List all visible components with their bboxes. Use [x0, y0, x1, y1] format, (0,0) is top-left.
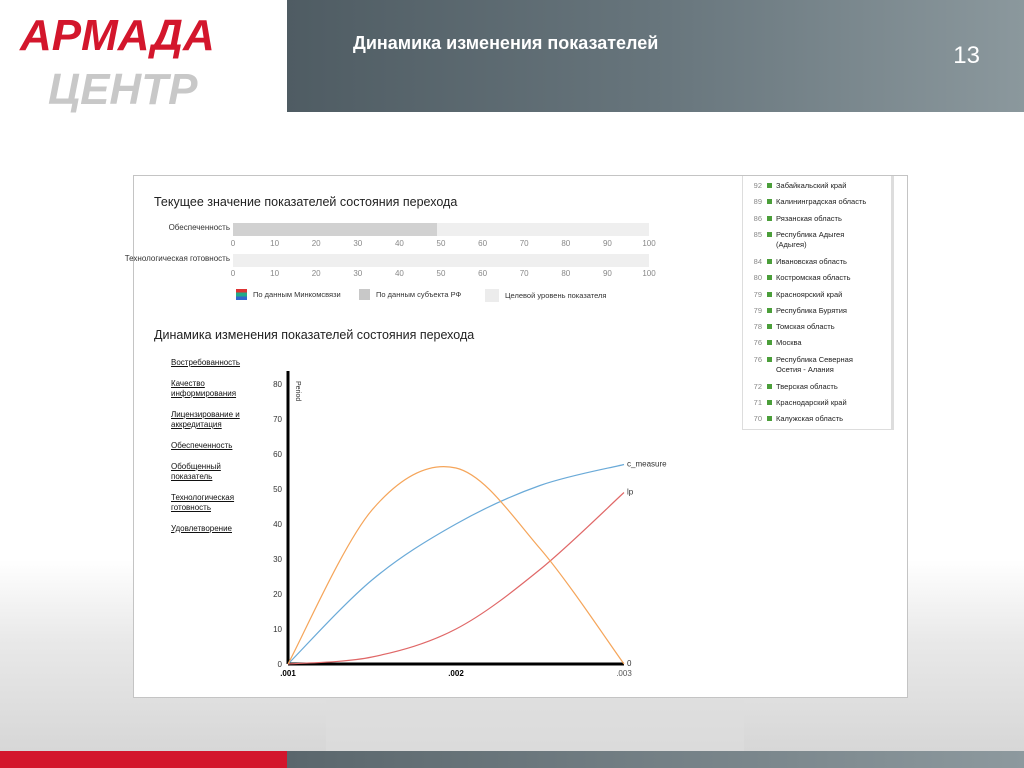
ranking-marker: [767, 400, 772, 405]
bar-tick-label: 100: [642, 239, 656, 248]
x-tick-label: .002: [448, 669, 464, 678]
bar-tick-label: 40: [394, 269, 404, 278]
ranking-marker: [767, 259, 772, 264]
bar-tick-label: 0: [230, 269, 236, 278]
ranking-score: 86: [753, 213, 762, 223]
legend-item: [236, 289, 341, 300]
ranking-item[interactable]: [743, 181, 883, 192]
bar-tick-label: 100: [642, 269, 656, 278]
footer-band-grey: [287, 751, 1024, 768]
bar-tick-label: 70: [519, 239, 529, 248]
bar-tick-label: 40: [394, 239, 404, 248]
ranking-score: 80: [753, 273, 762, 283]
ranking-marker: [767, 216, 772, 221]
ranking-marker: [767, 232, 772, 237]
ranking-score: 84: [753, 256, 762, 266]
ranking-score: 79: [753, 305, 762, 315]
dynamics-section-title: Динамика изменения показателей состояния перехода: [154, 328, 475, 342]
ranking-marker: [767, 357, 772, 362]
ranking-region: Тверская область: [776, 381, 838, 391]
bar-tick-label: 90: [602, 239, 612, 248]
ranking-score: 89: [753, 197, 762, 207]
ranking-item[interactable]: [743, 257, 883, 268]
bar-tick-label: 70: [519, 269, 529, 278]
ranking-score: 71: [753, 398, 762, 407]
ranking-region: Рязанская область: [776, 213, 842, 223]
metric-link-licensing[interactable]: Лицензирование и аккредитация: [171, 410, 240, 429]
ranking-region: Костромская область: [776, 273, 851, 283]
ranking-region: Красноярский край: [776, 289, 843, 299]
bar-tick-label: 0: [230, 239, 236, 248]
logo: [0, 0, 287, 112]
metric-link-tech-readiness[interactable]: Технологическая готовность: [171, 493, 235, 512]
legend-label: По данным субъекта РФ: [376, 290, 462, 299]
logo-line2: ЦЕНТР: [48, 65, 198, 114]
ranking-item[interactable]: [743, 322, 883, 333]
series-label: lp: [627, 487, 634, 497]
ranking-item[interactable]: [743, 197, 883, 208]
x-tick-label: .003: [616, 669, 632, 678]
bar-tick-label: 60: [478, 269, 488, 278]
bar-label: Обеспеченность: [168, 223, 230, 232]
ranking-item[interactable]: [743, 338, 883, 349]
ranking-list: [742, 176, 894, 430]
ranking-score: 78: [753, 322, 762, 332]
bar-tick-label: 20: [311, 269, 321, 278]
dashboard-screenshot: [124, 175, 908, 698]
footer-band-red: [0, 751, 287, 768]
bar-tick-label: 80: [561, 239, 571, 248]
ranking-region: Республика Северная Осетия - Алания: [776, 354, 853, 375]
ranking-marker: [767, 275, 772, 280]
y-tick-label: 30: [273, 555, 282, 564]
ranking-score: 79: [753, 289, 762, 299]
ranking-item[interactable]: [743, 382, 883, 393]
ranking-region: Томская область: [776, 322, 835, 332]
legend-label: Целевой уровень показателя: [505, 291, 607, 300]
ranking-marker: [767, 324, 772, 329]
ranking-item[interactable]: [743, 355, 883, 376]
bar-track: [233, 223, 649, 236]
ranking-score: 92: [753, 181, 762, 190]
page-title: Динамика изменения показателей: [353, 33, 659, 53]
ranking-score: 70: [753, 414, 762, 424]
legend-swatch: [485, 289, 499, 302]
ranking-region: Москва: [776, 338, 802, 348]
metric-link-summary[interactable]: Обобщенный показатель: [171, 462, 221, 481]
current-section-title: Текущее значение показателей состояния перехода: [154, 195, 458, 209]
series-line: [288, 493, 624, 665]
x-tick-label: .001: [280, 669, 296, 678]
legend-swatch: [236, 289, 247, 300]
ranking-item[interactable]: [743, 290, 883, 301]
legend-label: По данным Минкомсвязи: [253, 290, 341, 299]
bar-tick-label: 30: [353, 269, 363, 278]
series-label: c_measure: [627, 459, 667, 469]
bar-tick-label: 80: [561, 269, 571, 278]
y-tick-label: 40: [273, 520, 282, 529]
ranking-region: Калининградская область: [776, 197, 867, 207]
ranking-region: Республика Адыгея (Адыгея): [776, 229, 845, 250]
ranking-marker: [767, 340, 772, 345]
bar-tick-label: 50: [436, 269, 446, 278]
ranking-region: Забайкальский край: [776, 181, 847, 190]
bar-tick-label: 50: [436, 239, 446, 248]
ranking-region: Краснодарский край: [776, 398, 847, 407]
ranking-item[interactable]: [743, 273, 883, 284]
y-tick-label: 80: [273, 380, 282, 389]
y-tick-label: 70: [273, 415, 282, 424]
metric-link-demand[interactable]: Востребованность: [171, 358, 241, 367]
bar-tick-label: 60: [478, 239, 488, 248]
y-tick-label: 0: [277, 660, 282, 669]
axis-end-label: 0: [627, 659, 632, 668]
decorative-band: [326, 700, 744, 751]
legend-item: [485, 289, 607, 302]
ranking-item[interactable]: [743, 306, 883, 317]
bar-tick-label: 30: [353, 239, 363, 248]
y-tick-label: 50: [273, 485, 282, 494]
series-line: [288, 467, 624, 664]
ranking-marker: [767, 199, 772, 204]
y-axis-label: Period: [294, 381, 301, 402]
ranking-item[interactable]: [743, 414, 883, 425]
bar-tick-label: 20: [311, 239, 321, 248]
page-number: 13: [953, 42, 980, 69]
metric-link-provision[interactable]: Обеспеченность: [171, 441, 233, 450]
ranking-region: Калужская область: [776, 414, 844, 424]
ranking-marker: [767, 416, 772, 421]
y-tick-label: 20: [273, 590, 282, 599]
ranking-marker: [767, 292, 772, 297]
ranking-region: Республика Бурятия: [776, 305, 847, 315]
dynamics-chart: [274, 361, 674, 681]
legend-item: [359, 289, 461, 300]
logo-mark: [18, 8, 273, 114]
metric-link-info-quality[interactable]: Качество информирования: [171, 379, 237, 398]
ranking-region: Ивановская область: [776, 256, 847, 266]
ranking-item[interactable]: [743, 214, 883, 225]
scrollbar[interactable]: [891, 176, 894, 430]
bar-tick-label: 90: [602, 269, 612, 278]
bar-fill: [233, 223, 437, 236]
bar-tick-label: 10: [270, 239, 280, 248]
legend-swatch: [359, 289, 370, 300]
metric-link-satisfaction[interactable]: Удовлетворение: [171, 524, 232, 533]
ranking-marker: [767, 384, 772, 389]
ranking-item[interactable]: [743, 230, 883, 251]
y-tick-label: 10: [273, 625, 282, 634]
logo-line1: АРМАДА: [20, 11, 215, 60]
ranking-score: 76: [753, 338, 762, 348]
ranking-score: 72: [753, 381, 762, 391]
ranking-marker: [767, 183, 772, 188]
bar-track: [233, 254, 649, 267]
bar-label: Технологическая готовность: [124, 254, 230, 263]
ranking-score: 85: [753, 229, 762, 239]
y-tick-label: 60: [273, 450, 282, 459]
ranking-score: 76: [753, 354, 762, 364]
bar-tick-label: 10: [270, 269, 280, 278]
ranking-item[interactable]: [743, 398, 883, 409]
ranking-marker: [767, 308, 772, 313]
header-bar: [287, 0, 1024, 112]
